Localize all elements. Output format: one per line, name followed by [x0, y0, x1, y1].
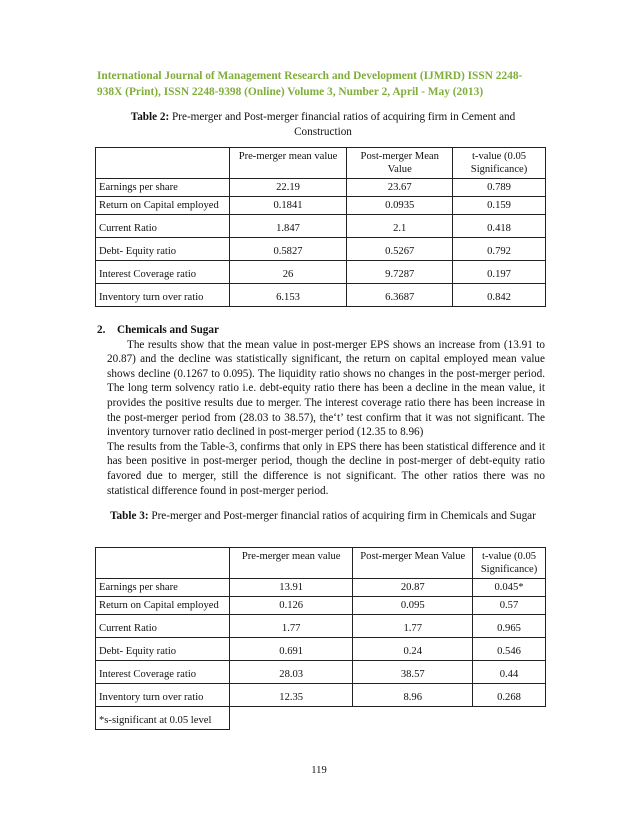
table-row: [96, 684, 546, 707]
pre-value: 28.03: [229, 661, 353, 684]
t-value: 0.792: [453, 238, 546, 261]
post-value: 20.87: [353, 579, 473, 597]
t-value: 0.045*: [473, 579, 546, 597]
table3-col-t: t-value (0.05 Significance): [473, 548, 546, 579]
row-label: Inventory turn over ratio: [96, 684, 230, 707]
table3-footnote-spacer: [229, 707, 353, 730]
section-paragraph-2: The results from the Table-3, confirms that only in EPS there has been statistical difference and it has been positive in post-merger period, though the decline in post-merger of debt-equity ratio favored due to merger, still the difference is not significant. The other ratios there was no statistical difference found in post-merger period.: [107, 440, 545, 497]
table3-col-pre: Pre-merger mean value: [229, 548, 353, 579]
pre-value: 0.5827: [229, 238, 347, 261]
table2-label: Table 2:: [130, 111, 170, 123]
section-title-text: Chemicals and Sugar: [117, 324, 219, 336]
pre-value: 26: [229, 261, 347, 284]
table3-caption-text: Pre-merger and Post-merger financial ratios of acquiring firm in Chemicals and Sugar: [148, 510, 536, 522]
table3-header-row: [96, 548, 546, 579]
t-value: 0.159: [453, 197, 546, 215]
table3-label: Table 3:: [110, 510, 149, 522]
post-value: 0.5267: [347, 238, 453, 261]
t-value: 0.44: [473, 661, 546, 684]
section-number: 2.: [97, 324, 106, 336]
table-row: [96, 238, 546, 261]
post-value: 0.095: [353, 597, 473, 615]
row-label: Debt- Equity ratio: [96, 638, 230, 661]
table-row: [96, 284, 546, 307]
pre-value: 1.77: [229, 615, 353, 638]
table-row: [96, 597, 546, 615]
row-label: Return on Capital employed: [96, 197, 230, 215]
post-value: 23.67: [347, 179, 453, 197]
pre-value: 1.847: [229, 215, 347, 238]
post-value: 8.96: [353, 684, 473, 707]
table3-header-blank: [96, 548, 230, 579]
pre-value: 13.91: [229, 579, 353, 597]
row-label: Earnings per share: [96, 179, 230, 197]
post-value: 0.0935: [347, 197, 453, 215]
pre-value: 6.153: [229, 284, 347, 307]
table3-footnote-spacer: [353, 707, 473, 730]
row-label: Interest Coverage ratio: [96, 261, 230, 284]
post-value: 6.3687: [347, 284, 453, 307]
row-label: Debt- Equity ratio: [96, 238, 230, 261]
table-row: [96, 661, 546, 684]
table3-footnote-row: [96, 707, 546, 730]
section-paragraph-1: The results show that the mean value in post-merger EPS shows an increase from (13.91 to 20.87) and the decline was statistically significant, the return on capital employed mean value shows decline (0.1267 to 0.095). The liquidity ratio shows no changes in the post-merger period. The long term solvency ratio i.e. debt-equity ratio there has been a decline in the mean value, it provides the positive results due to merger. The interest coverage ratio there has been increase in the post-merger period from (28.03 to 38.57), the‘t’ test confirm that it was not significant. The inventory turnover ratio declined in post-merger period (12.35 to 8.96): [107, 338, 545, 439]
table3-col-post: Post-merger Mean Value: [353, 548, 473, 579]
pre-value: 22.19: [229, 179, 347, 197]
row-label: Interest Coverage ratio: [96, 661, 230, 684]
table2-header-row: [96, 148, 546, 179]
pre-value: 0.691: [229, 638, 353, 661]
journal-header: [97, 68, 547, 100]
row-label: Current Ratio: [96, 215, 230, 238]
table3: [95, 547, 546, 730]
journal-header-line1: International Journal of Management Research and Development (IJMRD) ISSN 2248-: [97, 70, 523, 82]
t-value: 0.197: [453, 261, 546, 284]
row-label: Current Ratio: [96, 615, 230, 638]
row-label: Inventory turn over ratio: [96, 284, 230, 307]
pre-value: 0.1841: [229, 197, 347, 215]
t-value: 0.418: [453, 215, 546, 238]
post-value: 38.57: [353, 661, 473, 684]
t-value: 0.546: [473, 638, 546, 661]
t-value: 0.789: [453, 179, 546, 197]
table-row: [96, 197, 546, 215]
section-title: [97, 323, 545, 338]
table2-caption-text: Pre-merger and Post-merger financial ratios of acquiring firm in Cement and Construction: [169, 111, 516, 138]
table2: [95, 147, 546, 307]
table3-footnote-spacer: [473, 707, 546, 730]
table2-col-t: t-value (0.05 Significance): [453, 148, 546, 179]
journal-header-line2: 938X (Print), ISSN 2248-9398 (Online) Volume 3, Number 2, April - May (2013): [97, 86, 484, 98]
table-row: [96, 615, 546, 638]
post-value: 1.77: [353, 615, 473, 638]
table3-caption: [108, 509, 538, 524]
t-value: 0.965: [473, 615, 546, 638]
t-value: 0.57: [473, 597, 546, 615]
table2-col-post: Post-merger Mean Value: [347, 148, 453, 179]
table-row: [96, 638, 546, 661]
post-value: 0.24: [353, 638, 473, 661]
t-value: 0.842: [453, 284, 546, 307]
row-label: Earnings per share: [96, 579, 230, 597]
table-row: [96, 179, 546, 197]
row-label: Return on Capital employed: [96, 597, 230, 615]
page-number: 119: [311, 765, 327, 776]
pre-value: 0.126: [229, 597, 353, 615]
table-row: [96, 261, 546, 284]
table2-header-blank: [96, 148, 230, 179]
table-row: [96, 215, 546, 238]
post-value: 2.1: [347, 215, 453, 238]
post-value: 9.7287: [347, 261, 453, 284]
pre-value: 12.35: [229, 684, 353, 707]
table2-caption: [108, 110, 538, 140]
table3-footnote: *s-significant at 0.05 level: [96, 707, 230, 730]
section-chemicals-sugar: [97, 323, 545, 498]
table2-col-pre: Pre-merger mean value: [229, 148, 347, 179]
table-row: [96, 579, 546, 597]
t-value: 0.268: [473, 684, 546, 707]
